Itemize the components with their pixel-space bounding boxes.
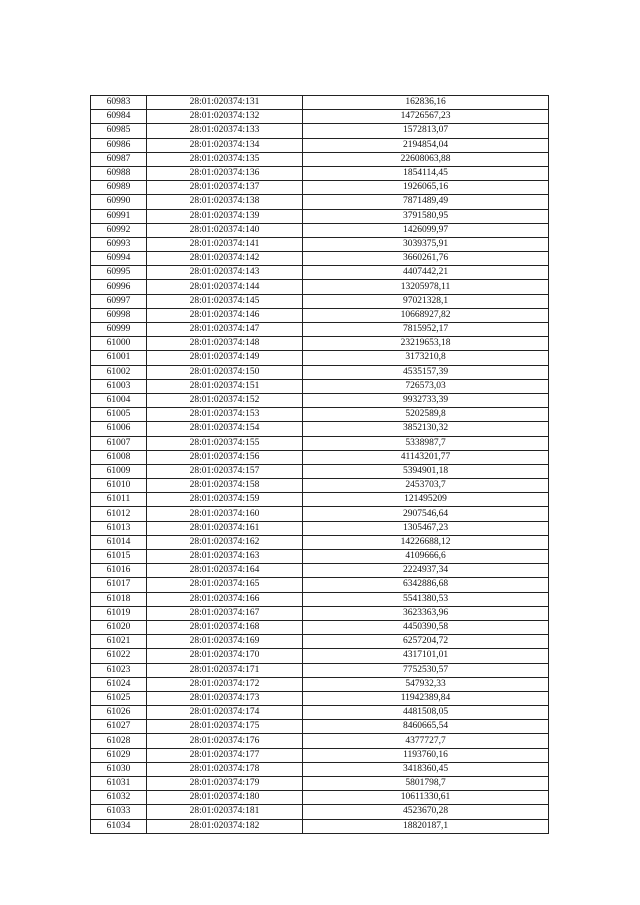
value-cell: 3791580,95 [303,209,549,223]
cadastral-number-cell: 28:01:020374:133 [147,124,303,138]
cadastral-number-cell: 28:01:020374:173 [147,691,303,705]
table-row [91,649,549,663]
value-cell: 7752530,57 [303,663,549,677]
table-row [91,209,549,223]
cadastral-number-cell: 28:01:020374:169 [147,635,303,649]
row-number-cell: 61024 [91,677,147,691]
value-cell: 3623363,96 [303,606,549,620]
value-cell: 1193760,16 [303,748,549,762]
row-number-cell: 61025 [91,691,147,705]
value-cell: 2194854,04 [303,138,549,152]
table-row [91,252,549,266]
value-cell: 7871489,49 [303,195,549,209]
row-number-cell: 61020 [91,620,147,634]
row-number-cell: 61032 [91,791,147,805]
cadastral-number-cell: 28:01:020374:143 [147,266,303,280]
row-number-cell: 61016 [91,564,147,578]
value-cell: 547932,33 [303,677,549,691]
value-cell: 10611330,61 [303,791,549,805]
cadastral-number-cell: 28:01:020374:150 [147,365,303,379]
cadastral-number-cell: 28:01:020374:159 [147,493,303,507]
value-cell: 3852130,32 [303,422,549,436]
row-number-cell: 60990 [91,195,147,209]
value-cell: 5338987,7 [303,436,549,450]
cadastral-number-cell: 28:01:020374:163 [147,550,303,564]
table-row [91,535,549,549]
value-cell: 8460665,54 [303,720,549,734]
table-row [91,166,549,180]
value-cell: 97021328,1 [303,294,549,308]
cadastral-number-cell: 28:01:020374:176 [147,734,303,748]
table-row [91,507,549,521]
value-cell: 11942389,84 [303,691,549,705]
value-cell: 6342886,68 [303,578,549,592]
cadastral-number-cell: 28:01:020374:181 [147,805,303,819]
row-number-cell: 61033 [91,805,147,819]
value-cell: 3660261,76 [303,252,549,266]
table-row [91,479,549,493]
cadastral-number-cell: 28:01:020374:162 [147,535,303,549]
value-cell: 41143201,77 [303,450,549,464]
row-number-cell: 61005 [91,408,147,422]
value-cell: 9932733,39 [303,393,549,407]
table-row [91,422,549,436]
cadastral-number-cell: 28:01:020374:175 [147,720,303,734]
row-number-cell: 60992 [91,223,147,237]
cadastral-number-cell: 28:01:020374:182 [147,819,303,833]
row-number-cell: 61001 [91,351,147,365]
cadastral-number-cell: 28:01:020374:138 [147,195,303,209]
row-number-cell: 60997 [91,294,147,308]
cadastral-number-cell: 28:01:020374:147 [147,323,303,337]
cadastral-number-cell: 28:01:020374:180 [147,791,303,805]
row-number-cell: 61027 [91,720,147,734]
table-row [91,181,549,195]
table-row [91,734,549,748]
table-row [91,819,549,833]
cadastral-number-cell: 28:01:020374:151 [147,379,303,393]
value-cell: 14226688,12 [303,535,549,549]
table-row [91,308,549,322]
table-row [91,635,549,649]
cadastral-number-cell: 28:01:020374:148 [147,337,303,351]
cadastral-number-cell: 28:01:020374:179 [147,777,303,791]
table-row [91,691,549,705]
value-cell: 3418360,45 [303,762,549,776]
row-number-cell: 61026 [91,706,147,720]
row-number-cell: 60994 [91,252,147,266]
cadastral-number-cell: 28:01:020374:135 [147,152,303,166]
cadastral-number-cell: 28:01:020374:161 [147,521,303,535]
table-row [91,748,549,762]
row-number-cell: 61004 [91,393,147,407]
row-number-cell: 60989 [91,181,147,195]
table-row [91,266,549,280]
row-number-cell: 61014 [91,535,147,549]
row-number-cell: 61012 [91,507,147,521]
cadastral-number-cell: 28:01:020374:170 [147,649,303,663]
cadastral-number-cell: 28:01:020374:177 [147,748,303,762]
row-number-cell: 61006 [91,422,147,436]
row-number-cell: 60995 [91,266,147,280]
table-row [91,195,549,209]
row-number-cell: 61034 [91,819,147,833]
row-number-cell: 61029 [91,748,147,762]
value-cell: 1305467,23 [303,521,549,535]
cadastral-number-cell: 28:01:020374:145 [147,294,303,308]
cadastral-number-cell: 28:01:020374:139 [147,209,303,223]
table-row [91,337,549,351]
row-number-cell: 61009 [91,464,147,478]
row-number-cell: 61003 [91,379,147,393]
cadastral-number-cell: 28:01:020374:131 [147,96,303,110]
value-cell: 121495209 [303,493,549,507]
cadastral-number-cell: 28:01:020374:156 [147,450,303,464]
row-number-cell: 60985 [91,124,147,138]
table-row [91,578,549,592]
cadastral-number-cell: 28:01:020374:149 [147,351,303,365]
row-number-cell: 61031 [91,777,147,791]
table-row [91,408,549,422]
value-cell: 7815952,17 [303,323,549,337]
row-number-cell: 60998 [91,308,147,322]
row-number-cell: 61008 [91,450,147,464]
table-body [91,96,549,834]
value-cell: 1854114,45 [303,166,549,180]
table-row [91,805,549,819]
cadastral-value-table [90,95,549,834]
row-number-cell: 61010 [91,479,147,493]
table-row [91,237,549,251]
value-cell: 2907546,64 [303,507,549,521]
value-cell: 5541380,53 [303,592,549,606]
row-number-cell: 60984 [91,110,147,124]
value-cell: 4317101,01 [303,649,549,663]
cadastral-number-cell: 28:01:020374:137 [147,181,303,195]
table-row [91,720,549,734]
row-number-cell: 60988 [91,166,147,180]
value-cell: 14726567,23 [303,110,549,124]
cadastral-number-cell: 28:01:020374:165 [147,578,303,592]
row-number-cell: 61023 [91,663,147,677]
table-row [91,323,549,337]
cadastral-number-cell: 28:01:020374:157 [147,464,303,478]
cadastral-number-cell: 28:01:020374:146 [147,308,303,322]
row-number-cell: 61015 [91,550,147,564]
value-cell: 2453703,7 [303,479,549,493]
value-cell: 6257204,72 [303,635,549,649]
row-number-cell: 61007 [91,436,147,450]
value-cell: 23219653,18 [303,337,549,351]
table-row [91,620,549,634]
table-row [91,762,549,776]
table-row [91,592,549,606]
cadastral-number-cell: 28:01:020374:167 [147,606,303,620]
cadastral-number-cell: 28:01:020374:154 [147,422,303,436]
row-number-cell: 61021 [91,635,147,649]
table-row [91,379,549,393]
table-row [91,791,549,805]
cadastral-number-cell: 28:01:020374:144 [147,280,303,294]
value-cell: 1572813,07 [303,124,549,138]
row-number-cell: 60991 [91,209,147,223]
row-number-cell: 61019 [91,606,147,620]
cadastral-number-cell: 28:01:020374:152 [147,393,303,407]
row-number-cell: 60987 [91,152,147,166]
table-row [91,550,549,564]
table-row [91,606,549,620]
table-row [91,365,549,379]
row-number-cell: 61000 [91,337,147,351]
value-cell: 162836,16 [303,96,549,110]
cadastral-number-cell: 28:01:020374:136 [147,166,303,180]
table-row [91,450,549,464]
row-number-cell: 61022 [91,649,147,663]
table-row [91,493,549,507]
cadastral-number-cell: 28:01:020374:142 [147,252,303,266]
cadastral-number-cell: 28:01:020374:171 [147,663,303,677]
row-number-cell: 61030 [91,762,147,776]
row-number-cell: 60983 [91,96,147,110]
value-cell: 18820187,1 [303,819,549,833]
cadastral-number-cell: 28:01:020374:153 [147,408,303,422]
value-cell: 22608063,88 [303,152,549,166]
cadastral-number-cell: 28:01:020374:178 [147,762,303,776]
cadastral-number-cell: 28:01:020374:134 [147,138,303,152]
value-cell: 4535157,39 [303,365,549,379]
table-row [91,436,549,450]
row-number-cell: 60996 [91,280,147,294]
table-row [91,223,549,237]
row-number-cell: 61018 [91,592,147,606]
value-cell: 4407442,21 [303,266,549,280]
cadastral-number-cell: 28:01:020374:141 [147,237,303,251]
value-cell: 4523670,28 [303,805,549,819]
table-row [91,96,549,110]
value-cell: 4450390,58 [303,620,549,634]
value-cell: 1426099,97 [303,223,549,237]
value-cell: 5394901,18 [303,464,549,478]
table-row [91,777,549,791]
table-row [91,464,549,478]
value-cell: 5202589,8 [303,408,549,422]
table-row [91,564,549,578]
value-cell: 4377727,7 [303,734,549,748]
value-cell: 1926065,16 [303,181,549,195]
table-row [91,351,549,365]
value-cell: 4481508,05 [303,706,549,720]
table-row [91,393,549,407]
cadastral-number-cell: 28:01:020374:160 [147,507,303,521]
value-cell: 5801798,7 [303,777,549,791]
value-cell: 2224937,34 [303,564,549,578]
table-row [91,124,549,138]
table-row [91,677,549,691]
cadastral-number-cell: 28:01:020374:168 [147,620,303,634]
document-table-container [90,95,548,834]
row-number-cell: 61011 [91,493,147,507]
table-row [91,706,549,720]
value-cell: 4109666,6 [303,550,549,564]
value-cell: 10668927,82 [303,308,549,322]
cadastral-number-cell: 28:01:020374:155 [147,436,303,450]
cadastral-number-cell: 28:01:020374:166 [147,592,303,606]
cadastral-number-cell: 28:01:020374:132 [147,110,303,124]
table-row [91,152,549,166]
row-number-cell: 61028 [91,734,147,748]
table-row [91,110,549,124]
cadastral-number-cell: 28:01:020374:174 [147,706,303,720]
row-number-cell: 60999 [91,323,147,337]
table-row [91,663,549,677]
value-cell: 13205978,11 [303,280,549,294]
row-number-cell: 60986 [91,138,147,152]
row-number-cell: 60993 [91,237,147,251]
row-number-cell: 61013 [91,521,147,535]
table-row [91,138,549,152]
table-row [91,521,549,535]
cadastral-number-cell: 28:01:020374:140 [147,223,303,237]
cadastral-number-cell: 28:01:020374:164 [147,564,303,578]
table-row [91,280,549,294]
row-number-cell: 61017 [91,578,147,592]
row-number-cell: 61002 [91,365,147,379]
cadastral-number-cell: 28:01:020374:172 [147,677,303,691]
value-cell: 3039375,91 [303,237,549,251]
cadastral-number-cell: 28:01:020374:158 [147,479,303,493]
value-cell: 3173210,8 [303,351,549,365]
value-cell: 726573,03 [303,379,549,393]
table-row [91,294,549,308]
